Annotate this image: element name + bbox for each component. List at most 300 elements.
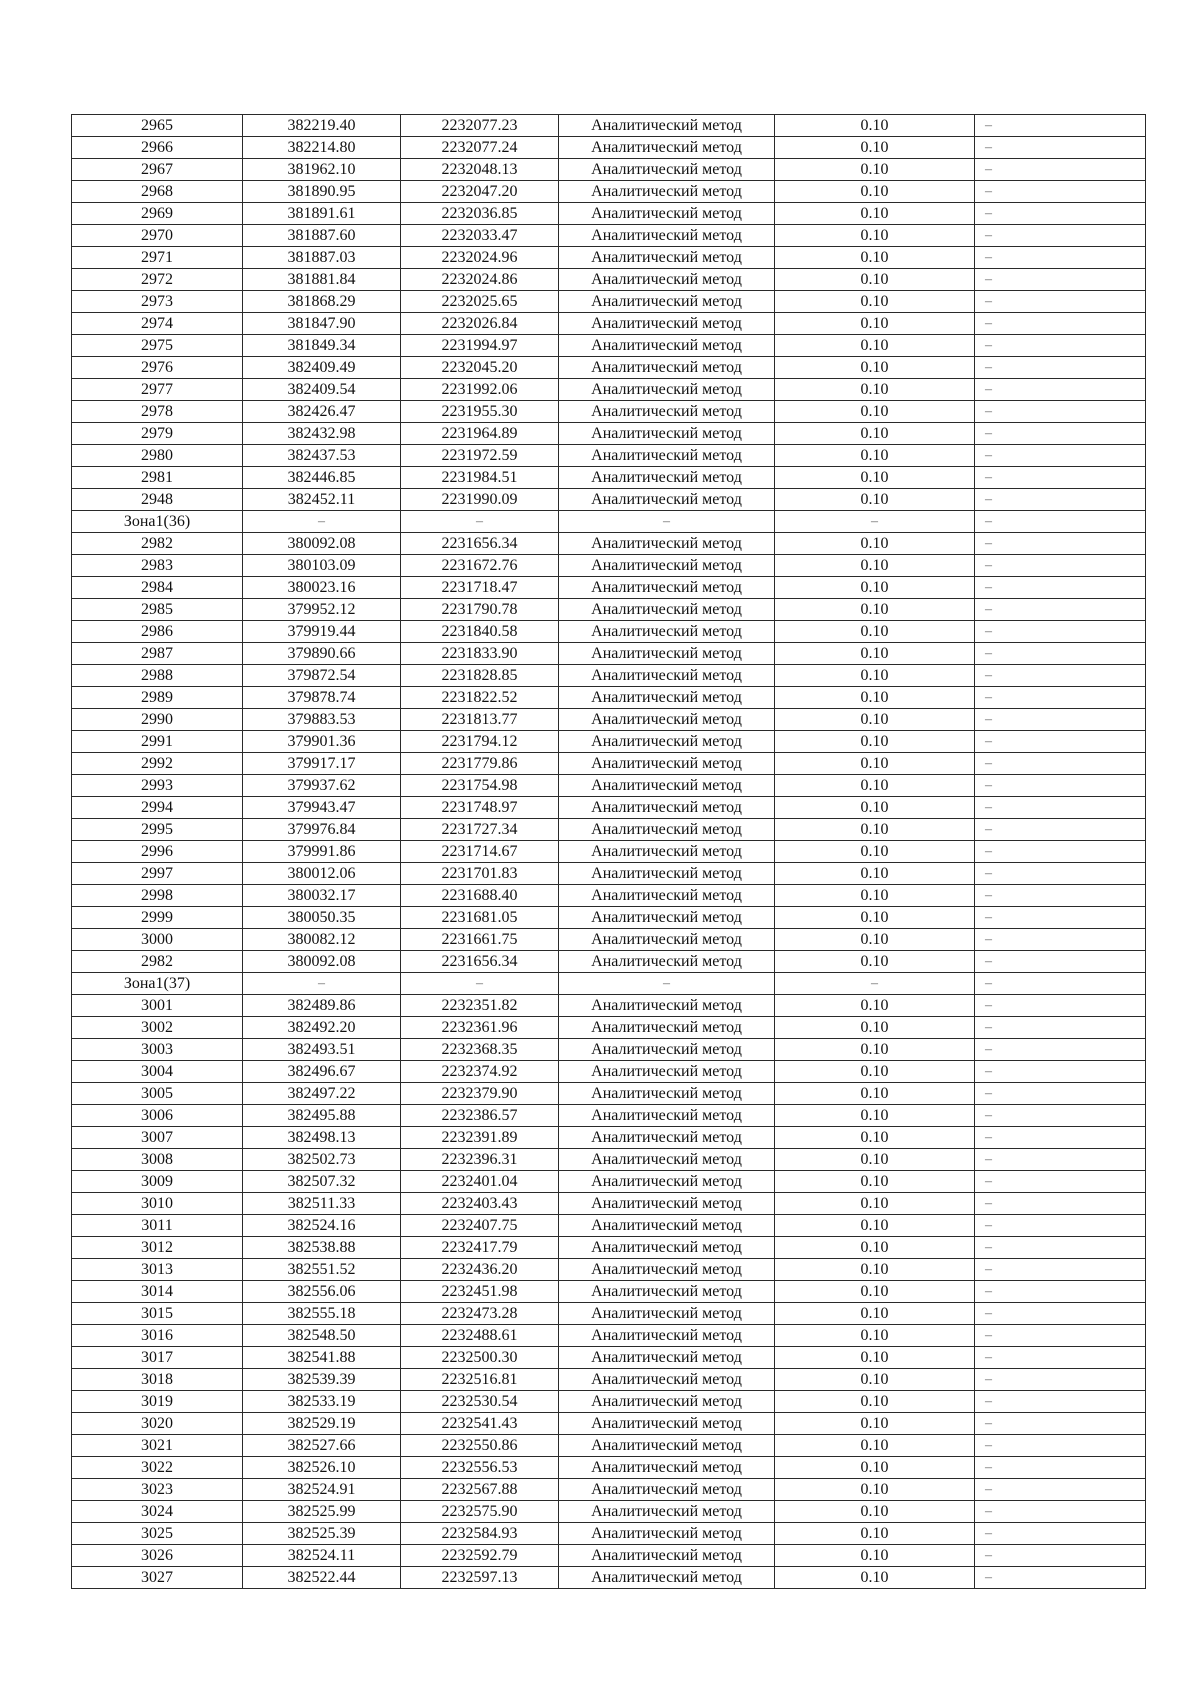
point-number-cell: 3005 — [72, 1083, 243, 1105]
y-coordinate-cell: 2231688.40 — [401, 885, 559, 907]
method-cell: Аналитический метод — [559, 1523, 775, 1545]
y-coordinate-cell: 2232374.92 — [401, 1061, 559, 1083]
point-number-cell: 3024 — [72, 1501, 243, 1523]
x-coordinate-cell: 381849.34 — [243, 335, 401, 357]
method-cell: – — [559, 511, 775, 533]
point-number-cell: 2975 — [72, 335, 243, 357]
x-coordinate-cell: 382507.32 — [243, 1171, 401, 1193]
table-row — [72, 1347, 1146, 1369]
accuracy-cell: 0.10 — [775, 643, 975, 665]
method-cell: Аналитический метод — [559, 995, 775, 1017]
table-row — [72, 489, 1146, 511]
point-number-cell: Зона1(36) — [72, 511, 243, 533]
table-row — [72, 1237, 1146, 1259]
table-row — [72, 1391, 1146, 1413]
point-number-cell: 2970 — [72, 225, 243, 247]
accuracy-cell: 0.10 — [775, 401, 975, 423]
y-coordinate-cell: 2232584.93 — [401, 1523, 559, 1545]
method-cell: Аналитический метод — [559, 863, 775, 885]
point-number-cell: 2974 — [72, 313, 243, 335]
note-cell: – — [975, 665, 1146, 687]
method-cell: Аналитический метод — [559, 489, 775, 511]
table-row — [72, 313, 1146, 335]
table-row — [72, 951, 1146, 973]
point-number-cell: 2979 — [72, 423, 243, 445]
y-coordinate-cell: 2231840.58 — [401, 621, 559, 643]
y-coordinate-cell: 2232597.13 — [401, 1567, 559, 1589]
point-number-cell: 2972 — [72, 269, 243, 291]
table-row — [72, 841, 1146, 863]
method-cell: Аналитический метод — [559, 1105, 775, 1127]
method-cell: Аналитический метод — [559, 357, 775, 379]
point-number-cell: 3026 — [72, 1545, 243, 1567]
accuracy-cell: 0.10 — [775, 1545, 975, 1567]
accuracy-cell: 0.10 — [775, 1083, 975, 1105]
accuracy-cell: 0.10 — [775, 797, 975, 819]
method-cell: Аналитический метод — [559, 885, 775, 907]
table-row — [72, 203, 1146, 225]
method-cell: Аналитический метод — [559, 467, 775, 489]
y-coordinate-cell: 2232403.43 — [401, 1193, 559, 1215]
accuracy-cell: 0.10 — [775, 181, 975, 203]
x-coordinate-cell: 382489.86 — [243, 995, 401, 1017]
x-coordinate-cell: 380023.16 — [243, 577, 401, 599]
accuracy-cell: 0.10 — [775, 1567, 975, 1589]
y-coordinate-cell: 2232451.98 — [401, 1281, 559, 1303]
note-cell: – — [975, 445, 1146, 467]
point-number-cell: 2948 — [72, 489, 243, 511]
x-coordinate-cell: 382495.88 — [243, 1105, 401, 1127]
accuracy-cell: 0.10 — [775, 577, 975, 599]
note-cell: – — [975, 203, 1146, 225]
accuracy-cell: 0.10 — [775, 995, 975, 1017]
point-number-cell: 2996 — [72, 841, 243, 863]
accuracy-cell: 0.10 — [775, 533, 975, 555]
table-row — [72, 1193, 1146, 1215]
y-coordinate-cell: 2232567.88 — [401, 1479, 559, 1501]
accuracy-cell: 0.10 — [775, 1501, 975, 1523]
note-cell: – — [975, 599, 1146, 621]
method-cell: Аналитический метод — [559, 423, 775, 445]
note-cell: – — [975, 863, 1146, 885]
y-coordinate-cell: 2232391.89 — [401, 1127, 559, 1149]
point-number-cell: 2965 — [72, 115, 243, 137]
table-row — [72, 401, 1146, 423]
note-cell: – — [975, 1171, 1146, 1193]
method-cell: Аналитический метод — [559, 115, 775, 137]
point-number-cell: 3013 — [72, 1259, 243, 1281]
point-number-cell: 3004 — [72, 1061, 243, 1083]
method-cell: Аналитический метод — [559, 1325, 775, 1347]
note-cell: – — [975, 885, 1146, 907]
accuracy-cell: 0.10 — [775, 269, 975, 291]
accuracy-cell: 0.10 — [775, 1369, 975, 1391]
note-cell: – — [975, 973, 1146, 995]
y-coordinate-cell: 2231672.76 — [401, 555, 559, 577]
y-coordinate-cell: 2232488.61 — [401, 1325, 559, 1347]
accuracy-cell: 0.10 — [775, 467, 975, 489]
y-coordinate-cell: 2231727.34 — [401, 819, 559, 841]
note-cell: – — [975, 1061, 1146, 1083]
note-cell: – — [975, 1545, 1146, 1567]
note-cell: – — [975, 1347, 1146, 1369]
x-coordinate-cell: 382492.20 — [243, 1017, 401, 1039]
table-row — [72, 335, 1146, 357]
table-row — [72, 555, 1146, 577]
method-cell: Аналитический метод — [559, 1127, 775, 1149]
y-coordinate-cell: 2232401.04 — [401, 1171, 559, 1193]
table-row — [72, 225, 1146, 247]
point-number-cell: 3027 — [72, 1567, 243, 1589]
y-coordinate-cell: 2231779.86 — [401, 753, 559, 775]
method-cell: Аналитический метод — [559, 753, 775, 775]
x-coordinate-cell: 382522.44 — [243, 1567, 401, 1589]
x-coordinate-cell: 382539.39 — [243, 1369, 401, 1391]
method-cell: Аналитический метод — [559, 1347, 775, 1369]
point-number-cell: 3009 — [72, 1171, 243, 1193]
table-row — [72, 1457, 1146, 1479]
x-coordinate-cell: 382409.54 — [243, 379, 401, 401]
table-row — [72, 643, 1146, 665]
x-coordinate-cell: 382437.53 — [243, 445, 401, 467]
table-row — [72, 687, 1146, 709]
note-cell: – — [975, 401, 1146, 423]
point-number-cell: 2983 — [72, 555, 243, 577]
accuracy-cell: 0.10 — [775, 313, 975, 335]
note-cell: – — [975, 621, 1146, 643]
x-coordinate-cell: 381847.90 — [243, 313, 401, 335]
accuracy-cell: 0.10 — [775, 1215, 975, 1237]
point-number-cell: 3018 — [72, 1369, 243, 1391]
y-coordinate-cell: 2231718.47 — [401, 577, 559, 599]
x-coordinate-cell: 379901.36 — [243, 731, 401, 753]
table-row — [72, 709, 1146, 731]
point-number-cell: 3016 — [72, 1325, 243, 1347]
accuracy-cell: 0.10 — [775, 1237, 975, 1259]
method-cell: Аналитический метод — [559, 1281, 775, 1303]
y-coordinate-cell: 2231794.12 — [401, 731, 559, 753]
accuracy-cell: 0.10 — [775, 423, 975, 445]
accuracy-cell: 0.10 — [775, 885, 975, 907]
note-cell: – — [975, 1193, 1146, 1215]
method-cell: Аналитический метод — [559, 621, 775, 643]
note-cell: – — [975, 247, 1146, 269]
note-cell: – — [975, 423, 1146, 445]
accuracy-cell: 0.10 — [775, 445, 975, 467]
x-coordinate-cell: 382524.11 — [243, 1545, 401, 1567]
accuracy-cell: 0.10 — [775, 775, 975, 797]
method-cell: Аналитический метод — [559, 951, 775, 973]
point-number-cell: 3012 — [72, 1237, 243, 1259]
accuracy-cell: 0.10 — [775, 379, 975, 401]
x-coordinate-cell: 382502.73 — [243, 1149, 401, 1171]
table-row — [72, 1523, 1146, 1545]
x-coordinate-cell: 380032.17 — [243, 885, 401, 907]
y-coordinate-cell: 2232417.79 — [401, 1237, 559, 1259]
accuracy-cell: 0.10 — [775, 1457, 975, 1479]
point-number-cell: 2995 — [72, 819, 243, 841]
x-coordinate-cell: 379878.74 — [243, 687, 401, 709]
method-cell: Аналитический метод — [559, 665, 775, 687]
method-cell: Аналитический метод — [559, 599, 775, 621]
note-cell: – — [975, 1215, 1146, 1237]
note-cell: – — [975, 269, 1146, 291]
note-cell: – — [975, 489, 1146, 511]
table-row — [72, 863, 1146, 885]
accuracy-cell: 0.10 — [775, 1325, 975, 1347]
y-coordinate-cell: 2231994.97 — [401, 335, 559, 357]
table-row — [72, 885, 1146, 907]
table-row — [72, 1171, 1146, 1193]
note-cell: – — [975, 775, 1146, 797]
y-coordinate-cell: 2232386.57 — [401, 1105, 559, 1127]
accuracy-cell: 0.10 — [775, 115, 975, 137]
method-cell: Аналитический метод — [559, 247, 775, 269]
table-row — [72, 269, 1146, 291]
y-coordinate-cell: 2232024.96 — [401, 247, 559, 269]
method-cell: Аналитический метод — [559, 269, 775, 291]
note-cell: – — [975, 467, 1146, 489]
note-cell: – — [975, 1281, 1146, 1303]
accuracy-cell: 0.10 — [775, 1391, 975, 1413]
accuracy-cell: 0.10 — [775, 1039, 975, 1061]
accuracy-cell: 0.10 — [775, 1259, 975, 1281]
x-coordinate-cell: 380092.08 — [243, 533, 401, 555]
point-number-cell: 2992 — [72, 753, 243, 775]
note-cell: – — [975, 291, 1146, 313]
note-cell: – — [975, 1083, 1146, 1105]
coordinates-table-body — [72, 115, 1146, 1589]
y-coordinate-cell: 2232516.81 — [401, 1369, 559, 1391]
table-row — [72, 907, 1146, 929]
point-number-cell: 2986 — [72, 621, 243, 643]
x-coordinate-cell: 381868.29 — [243, 291, 401, 313]
x-coordinate-cell: 381881.84 — [243, 269, 401, 291]
y-coordinate-cell: 2231990.09 — [401, 489, 559, 511]
point-number-cell: 2985 — [72, 599, 243, 621]
point-number-cell: 2971 — [72, 247, 243, 269]
x-coordinate-cell: 382538.88 — [243, 1237, 401, 1259]
table-row — [72, 1567, 1146, 1589]
y-coordinate-cell: 2231714.67 — [401, 841, 559, 863]
note-cell: – — [975, 819, 1146, 841]
table-row — [72, 1039, 1146, 1061]
note-cell: – — [975, 555, 1146, 577]
point-number-cell: 3007 — [72, 1127, 243, 1149]
x-coordinate-cell: 382526.10 — [243, 1457, 401, 1479]
x-coordinate-cell: 381887.03 — [243, 247, 401, 269]
point-number-cell: 3021 — [72, 1435, 243, 1457]
x-coordinate-cell: 381962.10 — [243, 159, 401, 181]
point-number-cell: Зона1(37) — [72, 973, 243, 995]
table-row — [72, 577, 1146, 599]
accuracy-cell: 0.10 — [775, 841, 975, 863]
method-cell: Аналитический метод — [559, 797, 775, 819]
note-cell: – — [975, 995, 1146, 1017]
point-number-cell: 3011 — [72, 1215, 243, 1237]
method-cell: Аналитический метод — [559, 137, 775, 159]
y-coordinate-cell: 2232396.31 — [401, 1149, 559, 1171]
table-row — [72, 819, 1146, 841]
table-row — [72, 731, 1146, 753]
y-coordinate-cell: 2232530.54 — [401, 1391, 559, 1413]
accuracy-cell: – — [775, 973, 975, 995]
point-number-cell: 3020 — [72, 1413, 243, 1435]
point-number-cell: 2998 — [72, 885, 243, 907]
accuracy-cell: 0.10 — [775, 159, 975, 181]
x-coordinate-cell: 382493.51 — [243, 1039, 401, 1061]
table-row — [72, 159, 1146, 181]
table-row — [72, 973, 1146, 995]
accuracy-cell: 0.10 — [775, 665, 975, 687]
x-coordinate-cell: 382525.99 — [243, 1501, 401, 1523]
note-cell: – — [975, 907, 1146, 929]
x-coordinate-cell: 380082.12 — [243, 929, 401, 951]
x-coordinate-cell: 382551.52 — [243, 1259, 401, 1281]
x-coordinate-cell: 379937.62 — [243, 775, 401, 797]
note-cell: – — [975, 797, 1146, 819]
method-cell: Аналитический метод — [559, 643, 775, 665]
method-cell: Аналитический метод — [559, 1391, 775, 1413]
table-row — [72, 1303, 1146, 1325]
method-cell: Аналитический метод — [559, 1501, 775, 1523]
x-coordinate-cell: 379872.54 — [243, 665, 401, 687]
table-row — [72, 1501, 1146, 1523]
point-number-cell: 2978 — [72, 401, 243, 423]
method-cell: Аналитический метод — [559, 1545, 775, 1567]
method-cell: Аналитический метод — [559, 159, 775, 181]
accuracy-cell: 0.10 — [775, 1127, 975, 1149]
accuracy-cell: 0.10 — [775, 1171, 975, 1193]
table-row — [72, 1017, 1146, 1039]
point-number-cell: 3022 — [72, 1457, 243, 1479]
x-coordinate-cell: 380012.06 — [243, 863, 401, 885]
note-cell: – — [975, 731, 1146, 753]
note-cell: – — [975, 1413, 1146, 1435]
table-row — [72, 995, 1146, 1017]
y-coordinate-cell: 2231656.34 — [401, 533, 559, 555]
note-cell: – — [975, 511, 1146, 533]
y-coordinate-cell: 2232045.20 — [401, 357, 559, 379]
accuracy-cell: 0.10 — [775, 1435, 975, 1457]
table-row — [72, 1105, 1146, 1127]
method-cell: Аналитический метод — [559, 291, 775, 313]
point-number-cell: 3017 — [72, 1347, 243, 1369]
accuracy-cell: 0.10 — [775, 1479, 975, 1501]
table-row — [72, 797, 1146, 819]
accuracy-cell: 0.10 — [775, 819, 975, 841]
method-cell: Аналитический метод — [559, 1369, 775, 1391]
table-row — [72, 379, 1146, 401]
x-coordinate-cell: 381887.60 — [243, 225, 401, 247]
y-coordinate-cell: 2232077.24 — [401, 137, 559, 159]
y-coordinate-cell: 2232592.79 — [401, 1545, 559, 1567]
y-coordinate-cell: 2232541.43 — [401, 1413, 559, 1435]
y-coordinate-cell: – — [401, 973, 559, 995]
y-coordinate-cell: 2232368.35 — [401, 1039, 559, 1061]
y-coordinate-cell: 2231661.75 — [401, 929, 559, 951]
table-row — [72, 753, 1146, 775]
coordinates-table — [71, 114, 1146, 1589]
point-number-cell: 2989 — [72, 687, 243, 709]
method-cell: Аналитический метод — [559, 555, 775, 577]
y-coordinate-cell: 2232556.53 — [401, 1457, 559, 1479]
point-number-cell: 2976 — [72, 357, 243, 379]
x-coordinate-cell: 382541.88 — [243, 1347, 401, 1369]
table-row — [72, 775, 1146, 797]
table-row — [72, 533, 1146, 555]
accuracy-cell: 0.10 — [775, 247, 975, 269]
note-cell: – — [975, 841, 1146, 863]
accuracy-cell: 0.10 — [775, 731, 975, 753]
y-coordinate-cell: 2232026.84 — [401, 313, 559, 335]
x-coordinate-cell: 382426.47 — [243, 401, 401, 423]
x-coordinate-cell: 382524.91 — [243, 1479, 401, 1501]
x-coordinate-cell: – — [243, 973, 401, 995]
x-coordinate-cell: 382533.19 — [243, 1391, 401, 1413]
point-number-cell: 3025 — [72, 1523, 243, 1545]
accuracy-cell: 0.10 — [775, 1303, 975, 1325]
accuracy-cell: 0.10 — [775, 357, 975, 379]
note-cell: – — [975, 1567, 1146, 1589]
table-row — [72, 1545, 1146, 1567]
x-coordinate-cell: 382511.33 — [243, 1193, 401, 1215]
method-cell: – — [559, 973, 775, 995]
accuracy-cell: 0.10 — [775, 335, 975, 357]
method-cell: Аналитический метод — [559, 181, 775, 203]
x-coordinate-cell: 382555.18 — [243, 1303, 401, 1325]
point-number-cell: 2997 — [72, 863, 243, 885]
table-row — [72, 621, 1146, 643]
x-coordinate-cell: 379976.84 — [243, 819, 401, 841]
note-cell: – — [975, 335, 1146, 357]
y-coordinate-cell: 2231681.05 — [401, 907, 559, 929]
x-coordinate-cell: 382548.50 — [243, 1325, 401, 1347]
y-coordinate-cell: 2232024.86 — [401, 269, 559, 291]
table-row — [72, 423, 1146, 445]
y-coordinate-cell: 2231833.90 — [401, 643, 559, 665]
y-coordinate-cell: 2232077.23 — [401, 115, 559, 137]
table-row — [72, 467, 1146, 489]
method-cell: Аналитический метод — [559, 709, 775, 731]
x-coordinate-cell: – — [243, 511, 401, 533]
accuracy-cell: 0.10 — [775, 225, 975, 247]
table-row — [72, 1325, 1146, 1347]
accuracy-cell: 0.10 — [775, 1347, 975, 1369]
y-coordinate-cell: 2232407.75 — [401, 1215, 559, 1237]
point-number-cell: 2990 — [72, 709, 243, 731]
table-row — [72, 1435, 1146, 1457]
accuracy-cell: 0.10 — [775, 1105, 975, 1127]
method-cell: Аналитический метод — [559, 1413, 775, 1435]
note-cell: – — [975, 1017, 1146, 1039]
x-coordinate-cell: 382556.06 — [243, 1281, 401, 1303]
table-row — [72, 1413, 1146, 1435]
y-coordinate-cell: 2231748.97 — [401, 797, 559, 819]
method-cell: Аналитический метод — [559, 1435, 775, 1457]
point-number-cell: 2991 — [72, 731, 243, 753]
x-coordinate-cell: 382496.67 — [243, 1061, 401, 1083]
point-number-cell: 3010 — [72, 1193, 243, 1215]
point-number-cell: 2969 — [72, 203, 243, 225]
method-cell: Аналитический метод — [559, 1193, 775, 1215]
accuracy-cell: 0.10 — [775, 1193, 975, 1215]
note-cell: – — [975, 1369, 1146, 1391]
accuracy-cell: 0.10 — [775, 489, 975, 511]
accuracy-cell: 0.10 — [775, 137, 975, 159]
note-cell: – — [975, 1501, 1146, 1523]
y-coordinate-cell: 2232361.96 — [401, 1017, 559, 1039]
